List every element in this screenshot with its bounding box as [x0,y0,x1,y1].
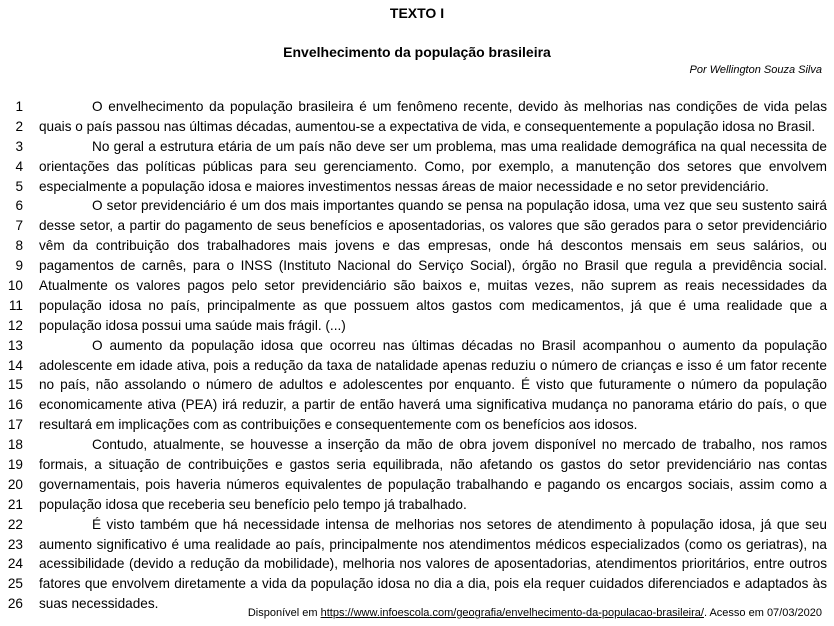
text-line [0,515,834,535]
line-number: 23 [7,536,23,552]
line-text: suas necessidades. [39,596,159,612]
line-text: Contudo, atualmente, se houvesse a inserção da mão de obra jovem disponível no mercado de trabalho, nos ramos [92,437,827,453]
text-line [0,236,834,256]
line-number: 1 [15,99,23,114]
line-text: quais o país passou nas últimas décadas, aumentou-se a expectativa de vida, e consequentemente a população idosa no Brasil. [39,118,816,134]
line-text: economicamente ativa (PEA) irá reduzir, a partir de então haverá uma significativa mudança no panorama etário do país, o que [39,397,827,413]
line-number: 24 [7,556,23,572]
line-text: população idosa no país, principalmente as que possuem altos gastos com medicamentos, já que é uma realidade que a [39,297,827,313]
line-text: vêm da contribuição dos trabalhadores mais jovens e das empresas, onde há descontos mensais em seus salários, ou [39,238,827,254]
text-line [0,336,834,356]
text-line [0,216,834,236]
line-number: 7 [15,218,23,234]
line-number: 17 [7,417,23,433]
author-byline: Por Wellington Souza Silva [689,64,822,76]
article-body [0,97,834,614]
text-line [0,435,834,455]
line-text: formais, a situação de contribuições e gastos seria equilibrada, não afetando os gastos do setor previdenciário nas contas [39,457,827,473]
line-number: 25 [7,576,23,592]
line-number: 15 [7,377,23,393]
line-number: 5 [15,178,23,194]
line-text: adolescente em idade ativa, pois a redução da taxa de natalidade apenas reduziu o número de crianças e isso é um fator recente [39,357,827,373]
text-line [0,375,834,395]
line-text: população idosa que receberia seu benefício pelo tempo já trabalhado. [39,496,467,512]
text-line [0,316,834,336]
line-text: aumento significativo é uma realidade ao país, principalmente nos atendimentos médicos especializados (como os geriatras), na [39,536,827,552]
source-link[interactable]: https://www.infoescola.com/geografia/envelhecimento-da-populacao-brasileira/ [320,607,704,619]
text-line [0,256,834,276]
line-number: 16 [7,397,23,413]
text-line [0,177,834,197]
line-number: 14 [7,357,23,373]
source-suffix: . Acesso em 07/03/2020 [703,607,822,619]
line-text: O envelhecimento da população brasileira é um fenômeno recente, devido às melhorias nas condições de vida pelas [92,99,827,114]
line-number: 6 [15,198,23,214]
line-number: 21 [7,496,23,512]
text-line [0,137,834,157]
line-text: Atualmente os valores pagos pelo setor previdenciário são baixos e, muitas vezes, não suprem as reais necessidades da [39,278,827,294]
line-text: governamentais, pois haveria números equivalentes de população trabalhando e pagando os encargos sociais, assim como a [39,476,827,492]
line-number: 26 [7,596,23,612]
line-number: 4 [15,158,23,174]
line-number: 13 [7,337,23,353]
text-line [0,395,834,415]
text-line [0,554,834,574]
text-line [0,117,834,137]
text-line [0,455,834,475]
line-text: É visto também que há necessidade intensa de melhorias nos setores de atendimento à população idosa, já que seu [92,516,827,532]
text-line [0,574,834,594]
text-line [0,276,834,296]
line-number: 3 [15,138,23,154]
line-text: resultará em implicações com as contribuições e consequentemente com os benefícios aos idosos. [39,417,638,433]
line-text: desse setor, a partir do pagamento de seus benefícios e aposentadorias, os valores que são gerados para o setor previdenciário [39,218,827,234]
text-line [0,196,834,216]
source-citation [248,607,822,619]
line-number: 20 [7,476,23,492]
line-text: no país, não assolando o número de adultos e adolescentes por enquanto. É visto que futuramente o número da população [39,377,827,393]
line-text: No geral a estrutura etária de um país não deve ser um problema, mas uma realidade demográfica na qual necessita de [92,138,827,154]
text-line [0,97,834,117]
text-line [0,495,834,515]
article-title: Envelhecimento da população brasileira [283,44,551,60]
line-text: acessibilidade (devido a redução da mobilidade), melhoria nos valores de aposentadorias, atendimentos prioritários, entre outros [39,556,827,572]
line-text: fatores que envolvem diretamente a vida da população idosa no dia a dia, pois ela requer cuidados diferenciados e adaptados às [39,576,827,592]
line-text: O setor previdenciário é um dos mais importantes quando se pensa na população idosa, uma vez que seu sustento sairá [92,198,827,214]
line-number: 10 [7,278,23,294]
text-line [0,356,834,376]
text-label: TEXTO I [389,5,445,21]
text-line [0,157,834,177]
line-number: 11 [8,297,23,313]
line-number: 18 [7,437,23,453]
text-line [0,535,834,555]
line-number: 9 [15,258,23,274]
line-number: 22 [7,516,23,532]
text-line [0,475,834,495]
line-number: 19 [7,457,23,473]
line-text: pagamentos de carnês, para o INSS (Instituto Nacional do Serviço Social), órgão no Brasil que regula a previdência social. [39,258,827,274]
line-text: população idosa possui uma saúde mais frágil. (...) [39,317,346,333]
line-text: especialmente a população idosa e maiores investimentos nessas áreas de maior necessidade e no setor previdenciário. [39,178,769,194]
line-text: orientações das políticas públicas para seu gerenciamento. Como, por exemplo, a manutenção dos setores que envolvem [39,158,827,174]
source-prefix: Disponível em [247,607,321,619]
text-line [0,296,834,316]
text-line [0,415,834,435]
line-number: 2 [15,118,23,134]
line-number: 12 [7,317,23,333]
line-number: 8 [15,238,23,254]
line-text: O aumento da população idosa que ocorreu nas últimas décadas no Brasil acompanhou o aumento da população [92,337,827,353]
